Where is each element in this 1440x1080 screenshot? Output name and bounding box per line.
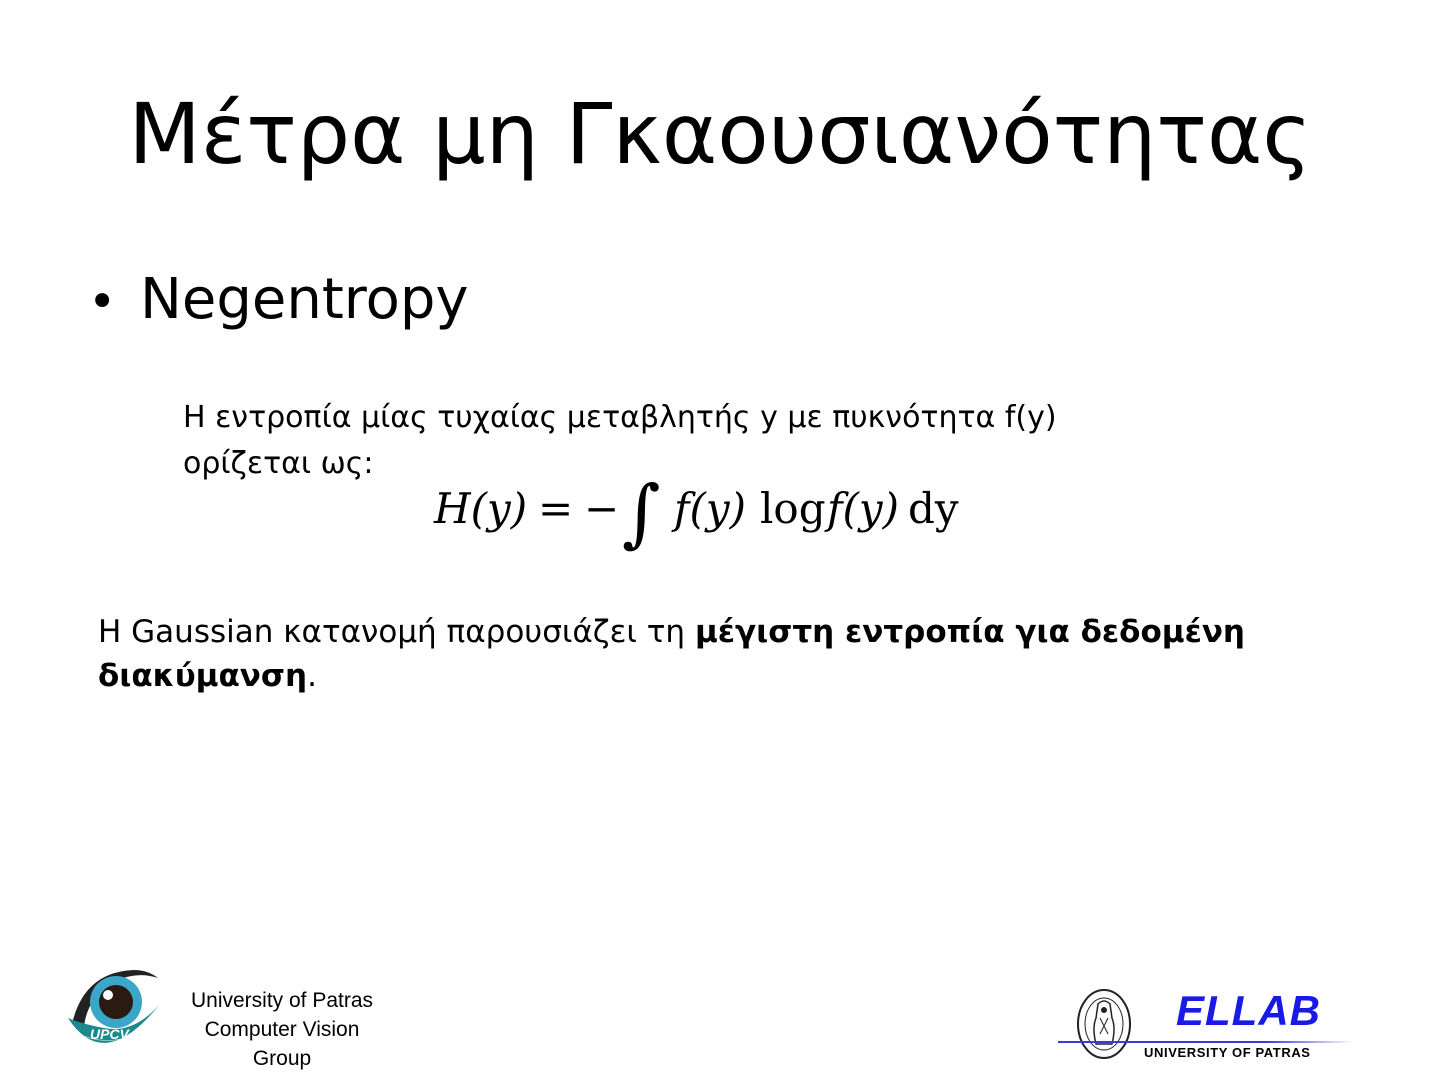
footer-ellab	[1058, 986, 1358, 1066]
formula-integral-sign: ∫	[622, 470, 661, 556]
statement-end: .	[307, 658, 317, 694]
upcv-logo-label: UPCV	[90, 1026, 129, 1042]
entropy-formula	[430, 460, 990, 570]
formula-integrand-f2: f(y)	[827, 484, 900, 533]
formula-integrand-f: f(y)	[674, 484, 747, 533]
formula-log: log	[760, 484, 826, 533]
formula-equals: =	[538, 484, 574, 533]
statement-text	[98, 610, 1338, 698]
ellab-subtitle: UNIVERSITY OF PATRAS	[1144, 1045, 1311, 1060]
bullet-text: Negentropy	[140, 267, 469, 332]
statement-bold: μέγιστη εντροπία για δεδομένη διακύμανση	[98, 614, 1246, 694]
formula-differential: dy	[908, 484, 959, 533]
formula-lhs: H(y)	[434, 484, 528, 533]
upcv-line-2: Computer Vision	[204, 1018, 360, 1041]
ellab-logo-text: ELLAB	[1176, 987, 1321, 1034]
upcv-eye-logo-icon	[64, 964, 164, 1060]
upcv-line-3: Group	[252, 1047, 312, 1070]
upcv-line-1: University of Patras	[190, 989, 374, 1012]
ellab-divider	[1058, 1041, 1354, 1043]
upcv-group-name	[168, 986, 396, 1073]
slide-title: Μέτρα μη Γκαουσιανότητας	[128, 85, 1312, 183]
footer-upcv	[64, 964, 404, 1074]
definition-text: Η εντροπία μίας τυχαίας μεταβλητής y με πυκνότητα f(y) ορίζεται ως:	[183, 400, 1057, 481]
formula-minus: −	[584, 484, 620, 533]
statement-normal: Η Gaussian κατανομή παρουσιάζει τη	[98, 614, 695, 650]
university-seal-icon	[1076, 988, 1132, 1060]
bullet-dot-icon: •	[88, 274, 117, 330]
bullet-item	[88, 268, 469, 332]
